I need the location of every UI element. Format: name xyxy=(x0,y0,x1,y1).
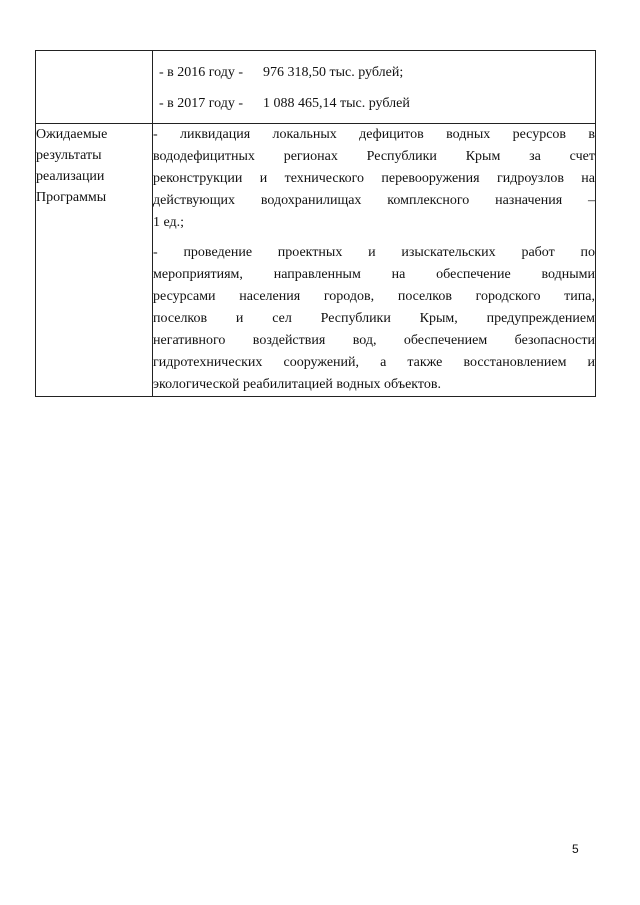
financing-year-label: - в 2016 году - xyxy=(159,65,244,80)
text-line: вододефицитных регионах Республики Крым за счет xyxy=(153,149,595,164)
financing-amount: 976 318,50 тыс. рублей; xyxy=(263,65,404,80)
result-item-1 xyxy=(153,124,595,234)
text-line: гидротехнических сооружений, а также восстановлением и xyxy=(153,355,595,370)
text-line: экологической реабилитацией водных объектов. xyxy=(153,377,441,392)
text-line: мероприятиям, направленным на обеспечение водными xyxy=(153,267,595,282)
text-line: реконструкции и технического перевооружения гидроузлов на xyxy=(153,171,595,186)
text-line: - ликвидация локальных дефицитов водных ресурсов в xyxy=(153,127,595,142)
text-line: негативного воздействия вод, обеспечением безопасности xyxy=(153,333,595,348)
financing-year-label: - в 2017 году - xyxy=(159,96,244,111)
text-line: поселков и сел Республики Крым, предупреждением xyxy=(153,311,595,326)
label-line: Программы xyxy=(36,190,107,205)
text-line: действующих водохранилищах комплексного назначения – xyxy=(153,193,595,208)
text-line: 1 ед.; xyxy=(153,215,185,230)
expected-results-row xyxy=(36,124,596,397)
label-line: реализации xyxy=(36,169,105,184)
financing-2017 xyxy=(159,94,595,114)
label-line: Ожидаемые xyxy=(36,127,108,142)
text-line: - проведение проектных и изыскательских работ по xyxy=(153,245,595,260)
expected-results-content xyxy=(153,124,596,397)
program-passport-table xyxy=(35,50,596,397)
result-item-2 xyxy=(153,242,595,396)
financing-label-cell xyxy=(36,51,153,124)
financing-row xyxy=(36,51,596,124)
financing-value-cell xyxy=(153,51,596,124)
expected-results-label xyxy=(36,124,153,397)
text-line: ресурсами населения городов, поселков городского типа, xyxy=(153,289,595,304)
label-line: результаты xyxy=(36,148,102,163)
financing-amount: 1 088 465,14 тыс. рублей xyxy=(263,96,410,111)
financing-2016 xyxy=(159,63,595,83)
page-number: 5 xyxy=(572,842,579,856)
